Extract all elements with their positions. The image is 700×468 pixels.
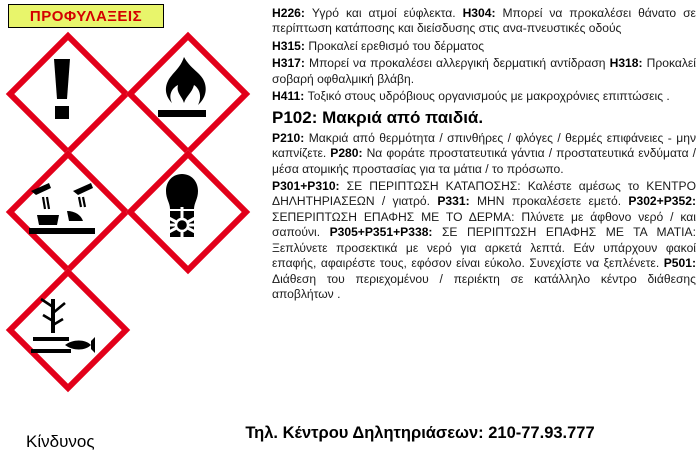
hazard-statement-h411 xyxy=(272,89,696,104)
h-code-h318: H318: xyxy=(609,56,643,71)
p-text-p302-p352: ΣΕΠΕΡΙΠΤΩΣΗ ΕΠΑΦΗΣ ΜΕ ΤΟ ΔΕΡΜΑ: Πλύνετε με άφθονο νερό / και σαπούνι. xyxy=(272,209,696,240)
highlight-statement-p102: P102: Μακριά από παιδιά. xyxy=(272,107,484,127)
environment-pictogram xyxy=(8,270,116,378)
h-code-h315: H315: xyxy=(272,38,305,53)
health-hazard-icon xyxy=(128,152,236,260)
p-text-p305-p351-p338: ΣΕ ΠΕΡΙΠΤΩΣΗ ΕΠΑΦΗΣ ΜΕ ΤΑ ΜΑΤΙΑ: Ξεπλύνετε προσεκτικά με νερό για αρκετά λεπτά. Εάν υπάρχουν φακοί επαφής, αφαιρέστε τους, εφόσον είναι εύκολο. Συνεχίστε να ξεπλένετε. xyxy=(272,225,696,271)
page-title: ΠΡΟΦΥΛΑΞΕΙΣ xyxy=(29,7,143,25)
precautions-title-badge xyxy=(8,4,164,28)
pictogram-row-2 xyxy=(8,152,258,260)
precautionary-statement-group-1 xyxy=(272,131,696,177)
exclamation-icon xyxy=(8,34,116,142)
p-text-p301-p310: ΣΕ ΠΕΡΙΠΤΩΣΗ ΚΑΤΑΠΟΣΗΣ: Καλέστε αμέσως το ΚΕΝΤΡΟ ΔΗΛΗΤΗΡΙΑΣΕΩΝ / γιατρό. xyxy=(272,178,696,209)
p-code-p280: P280: xyxy=(330,146,363,161)
corrosion-pictogram xyxy=(8,152,116,260)
exclamation-mark-pictogram xyxy=(8,34,116,142)
hazard-statement-group-1 xyxy=(272,6,696,37)
h-text-h411: Τοξικό στους υδρόβιους οργανισμούς με μακροχρόνιες επιπτώσεις . xyxy=(307,89,670,104)
p-text-p210: Μακριά από θερμότητα / σπινθήρες / φλόγες / θερμές επιφάνειες - μην καπνίζετε. xyxy=(272,130,696,161)
h-code-h411: H411: xyxy=(272,89,305,104)
h-code-h317: H317: xyxy=(272,56,305,71)
poison-center-phone: Τηλ. Κέντρου Δηλητηριάσεων: 210-77.93.777 xyxy=(245,424,595,442)
h-code-h226: H226: xyxy=(272,6,305,20)
p-code-p501: P501: xyxy=(663,256,696,271)
h-text-h226: Υγρό και ατμοί εύφλεκτα. xyxy=(311,6,456,20)
p-text-p331: ΜΗΝ προκαλέσετε εμετό. xyxy=(476,194,622,209)
dead-tree-fish-icon xyxy=(8,270,116,378)
pictogram-row-3 xyxy=(8,270,258,378)
h-text-h304: Μπορεί να προκαλέσει θάνατο σε περίπτωση κατάποσης και διείσδυσης στις ανα-πνευστικές οδούς xyxy=(272,6,696,36)
h-text-h318: Προκαλεί σοβαρή οφθαλμική βλάβη. xyxy=(272,56,696,86)
p-code-p210: P210: xyxy=(272,130,305,145)
corrosion-icon xyxy=(8,152,116,260)
signal-word: Κίνδυνος xyxy=(26,432,95,451)
h-text-h317: Μπορεί να προκαλέσει αλλεργική δερματική αντίδραση xyxy=(309,56,606,71)
h-code-h304: H304: xyxy=(462,6,496,20)
p-text-p280: Να φοράτε προστατευτικά γάντια / προστατευτικά ενδύματα / μέσα ατομικής προστασίας για τα μάτια / το πρόσωπο. xyxy=(272,146,696,176)
pictogram-row-1 xyxy=(8,34,258,142)
h-text-h315: Προκαλεί ερεθισμό του δέρματος xyxy=(308,38,485,53)
pictogram-grid xyxy=(8,34,258,388)
hazard-statement-group-2 xyxy=(272,56,696,87)
flame-icon xyxy=(128,34,236,142)
pictogram-column xyxy=(0,0,266,468)
p-text-p501: Διάθεση του περιεχομένου / περιέκτη σε κατάλληλο κέντρο διάθεσης αποβλήτων . xyxy=(272,271,696,302)
p-code-p302-p352: P302+P352: xyxy=(628,194,696,209)
flame-pictogram xyxy=(128,34,236,142)
p-code-p305-p351-p338: P305+P351+P338: xyxy=(329,225,433,240)
precautionary-statement-group-2 xyxy=(272,179,696,303)
statements-column xyxy=(272,6,696,424)
p-code-p301-p310: P301+P310: xyxy=(272,178,340,193)
health-hazard-pictogram xyxy=(128,152,236,260)
p-code-p331: P331: xyxy=(437,194,470,209)
hazard-statement-h315 xyxy=(272,39,696,54)
